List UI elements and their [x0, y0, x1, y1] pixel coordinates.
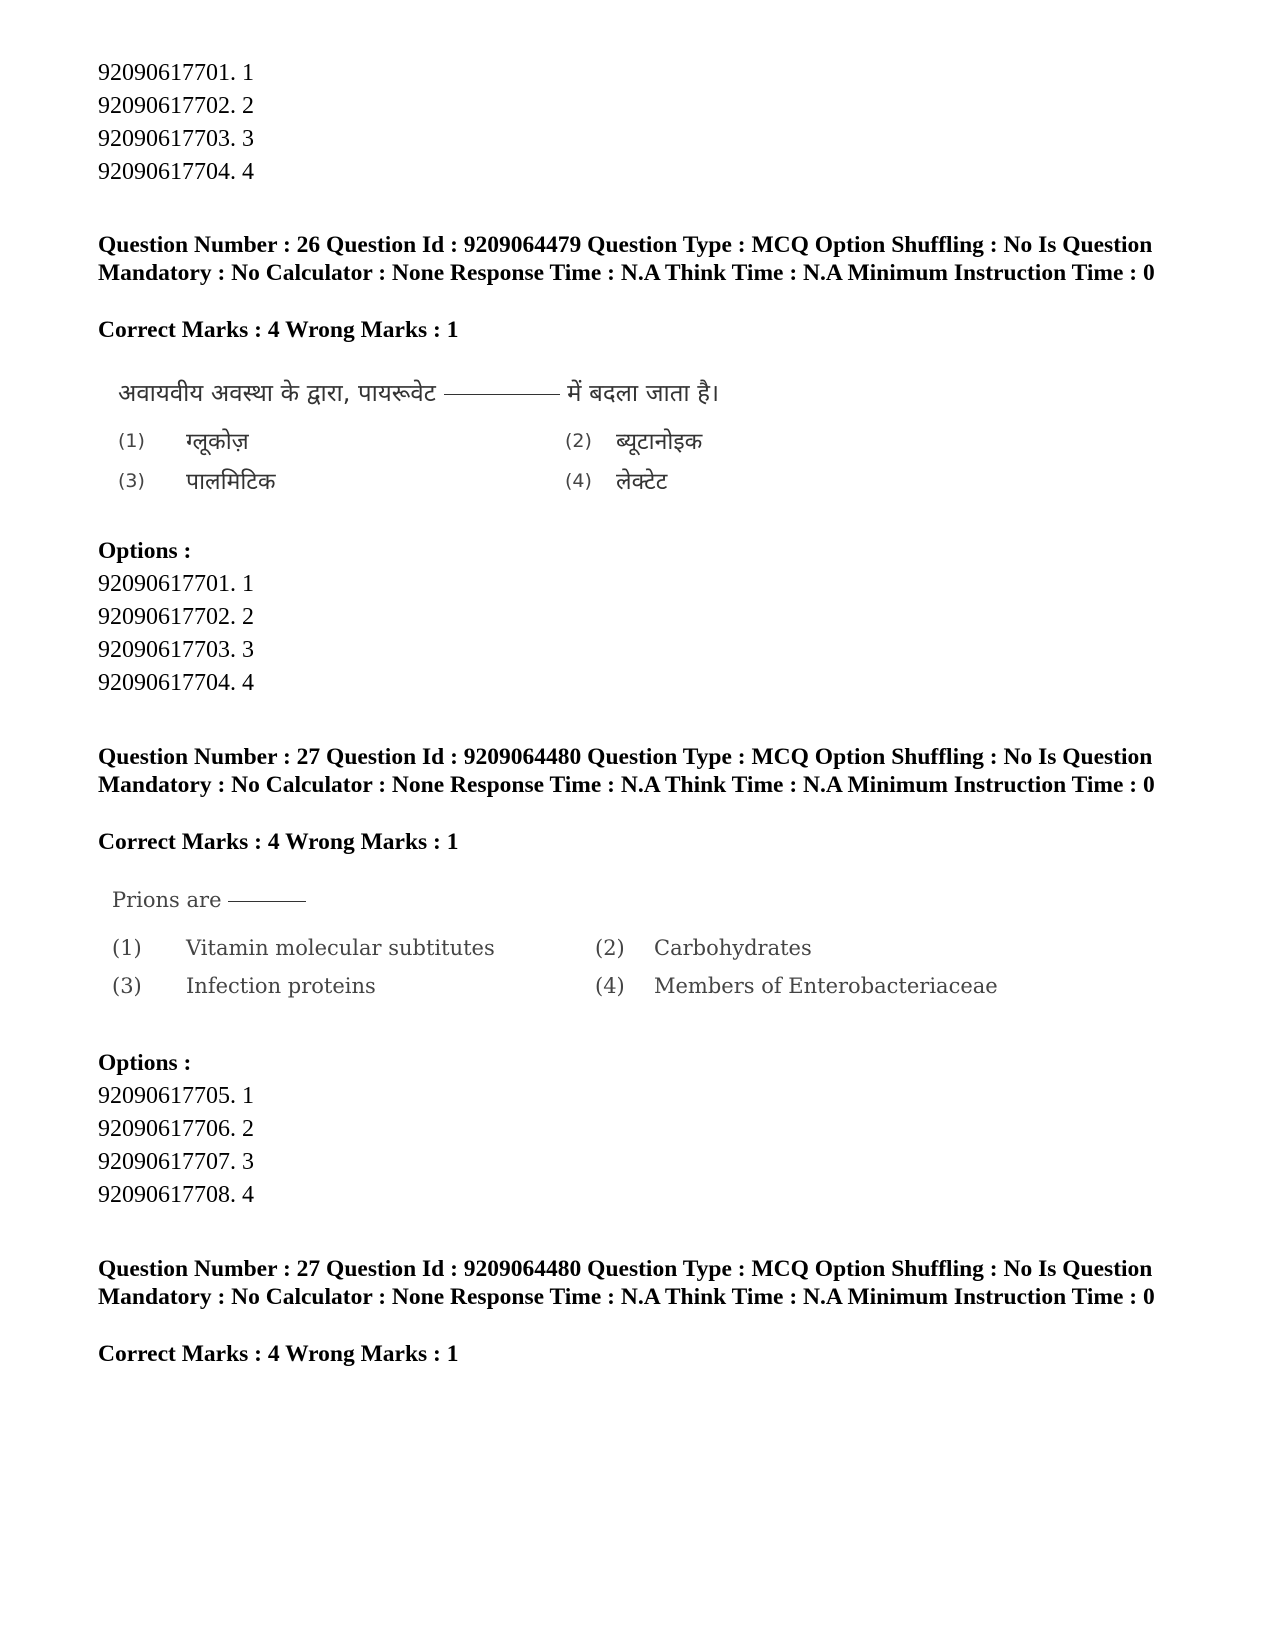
choice-text: Members of Enterobacteriaceae [654, 974, 998, 998]
question-26-header: Question Number : 26 Question Id : 9209064479 Question Type : MCQ Option Shuffling : No Is Question Mandatory : No Calculator : None Response Time : N.A Think Time : N.A Minimum Instruction Time : 0 [98, 232, 1155, 286]
choice-text: Infection proteins [186, 974, 376, 998]
choice-number: (2) [595, 936, 625, 960]
choice-text: लेक्टेट [616, 469, 668, 495]
question-27-stem [112, 888, 306, 912]
option-line: 92090617702. 2 [98, 604, 254, 630]
question-27-repeat-marks: Correct Marks : 4 Wrong Marks : 1 [98, 1341, 459, 1367]
option-line: 92090617704. 4 [98, 670, 254, 696]
answer-blank [444, 394, 560, 395]
option-line: 92090617704. 4 [98, 159, 254, 185]
choice-number: (4) [595, 974, 625, 998]
question-27-stem-text: Prions are [112, 888, 222, 912]
choice-text: ग्लूकोज़ [186, 429, 249, 455]
answer-blank [228, 901, 306, 902]
choice-text: Vitamin molecular subtitutes [186, 936, 495, 960]
question-26-stem-after: में बदला जाता है। [567, 379, 720, 407]
choice-number: (3) [118, 470, 145, 492]
choice-number: (4) [565, 470, 592, 492]
choice-number: (1) [118, 430, 145, 452]
question-26-marks: Correct Marks : 4 Wrong Marks : 1 [98, 317, 459, 343]
options-label: Options : [98, 538, 192, 564]
question-26-stem-before: अवायवीय अवस्था के द्वारा, पायरूवेट [118, 379, 436, 407]
choice-number: (1) [112, 936, 142, 960]
option-line: 92090617706. 2 [98, 1116, 254, 1142]
option-line: 92090617701. 1 [98, 571, 254, 597]
choice-text: Carbohydrates [654, 936, 812, 960]
choice-number: (3) [112, 974, 142, 998]
choice-text: पालमिटिक [186, 469, 276, 495]
choice-text: ब्यूटानोइक [616, 429, 703, 455]
option-line: 92090617708. 4 [98, 1182, 254, 1208]
option-line: 92090617702. 2 [98, 93, 254, 119]
question-26-stem [118, 376, 719, 409]
option-line: 92090617705. 1 [98, 1083, 254, 1109]
question-27-repeat-header: Question Number : 27 Question Id : 9209064480 Question Type : MCQ Option Shuffling : No Is Question Mandatory : No Calculator : None Response Time : N.A Think Time : N.A Minimum Instruction Time : 0 [98, 1256, 1155, 1310]
option-line: 92090617703. 3 [98, 637, 254, 663]
option-line: 92090617707. 3 [98, 1149, 254, 1175]
question-27-marks: Correct Marks : 4 Wrong Marks : 1 [98, 829, 459, 855]
option-line: 92090617703. 3 [98, 126, 254, 152]
choice-number: (2) [565, 430, 592, 452]
option-line: 92090617701. 1 [98, 60, 254, 86]
options-label: Options : [98, 1050, 192, 1076]
question-27-header: Question Number : 27 Question Id : 9209064480 Question Type : MCQ Option Shuffling : No Is Question Mandatory : No Calculator : None Response Time : N.A Think Time : N.A Minimum Instruction Time : 0 [98, 744, 1155, 798]
